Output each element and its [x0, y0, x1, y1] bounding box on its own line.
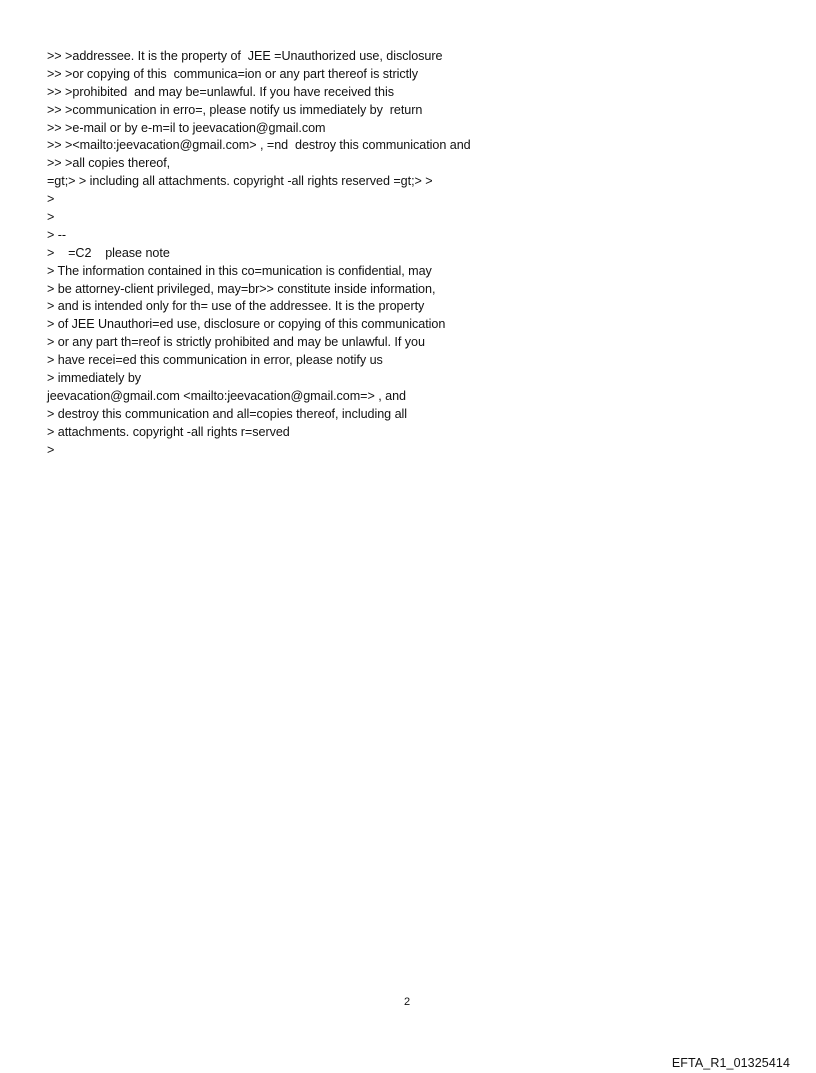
text-line: >	[47, 192, 55, 207]
text-line: > be attorney-client privileged, may=br>> constitute inside information,	[47, 281, 436, 296]
text-line: > destroy this communication and all=copies thereof, including all	[47, 406, 408, 421]
text-line: =gt;> > including all attachments. copyright -all rights reserved =gt;> >	[47, 174, 433, 189]
text-line: jeevacation@gmail.com <mailto:jeevacation@gmail.com=> , and	[47, 388, 406, 403]
text-line: > The information contained in this co=munication is confidential, may	[47, 263, 432, 278]
text-line: > --	[47, 227, 67, 242]
text-line: >> >addressee. It is the property of JEE =Unauthorized use, disclosure	[47, 49, 443, 63]
text-line: > =C2 please note	[47, 245, 170, 260]
text-line: >> >or copying of this communica=ion or any part thereof is strictly	[47, 66, 419, 81]
text-line: >> >all copies thereof,	[47, 156, 171, 171]
text-line: > immediately by	[47, 371, 142, 386]
text-line: > and is intended only for th= use of the addressee. It is the property	[47, 299, 425, 314]
text-line: >> >e-mail or by e-m=il to jeevacation@gmail.com	[47, 120, 326, 135]
text-line: >	[47, 442, 55, 457]
document-id-stamp: EFTA_R1_01325414	[671, 1056, 790, 1070]
text-line: > attachments. copyright -all rights r=served	[47, 424, 290, 439]
text-line: >> ><mailto:jeevacation@gmail.com> , =nd destroy this communication and	[47, 138, 471, 153]
page-number: 2	[403, 996, 411, 1008]
page-number-container	[0, 995, 816, 1009]
text-line: > of JEE Unauthori=ed use, disclosure or copying of this communication	[47, 317, 446, 332]
text-line: > have recei=ed this communication in error, please notify us	[47, 353, 383, 368]
text-line: >	[47, 210, 55, 225]
text-line: > or any part th=reof is strictly prohibited and may be unlawful. If you	[47, 335, 425, 350]
text-line: >> >prohibited and may be=unlawful. If you have received this	[47, 84, 394, 99]
email-body-text	[47, 48, 787, 459]
text-line: >> >communication in erro=, please notify us immediately by return	[47, 102, 423, 117]
